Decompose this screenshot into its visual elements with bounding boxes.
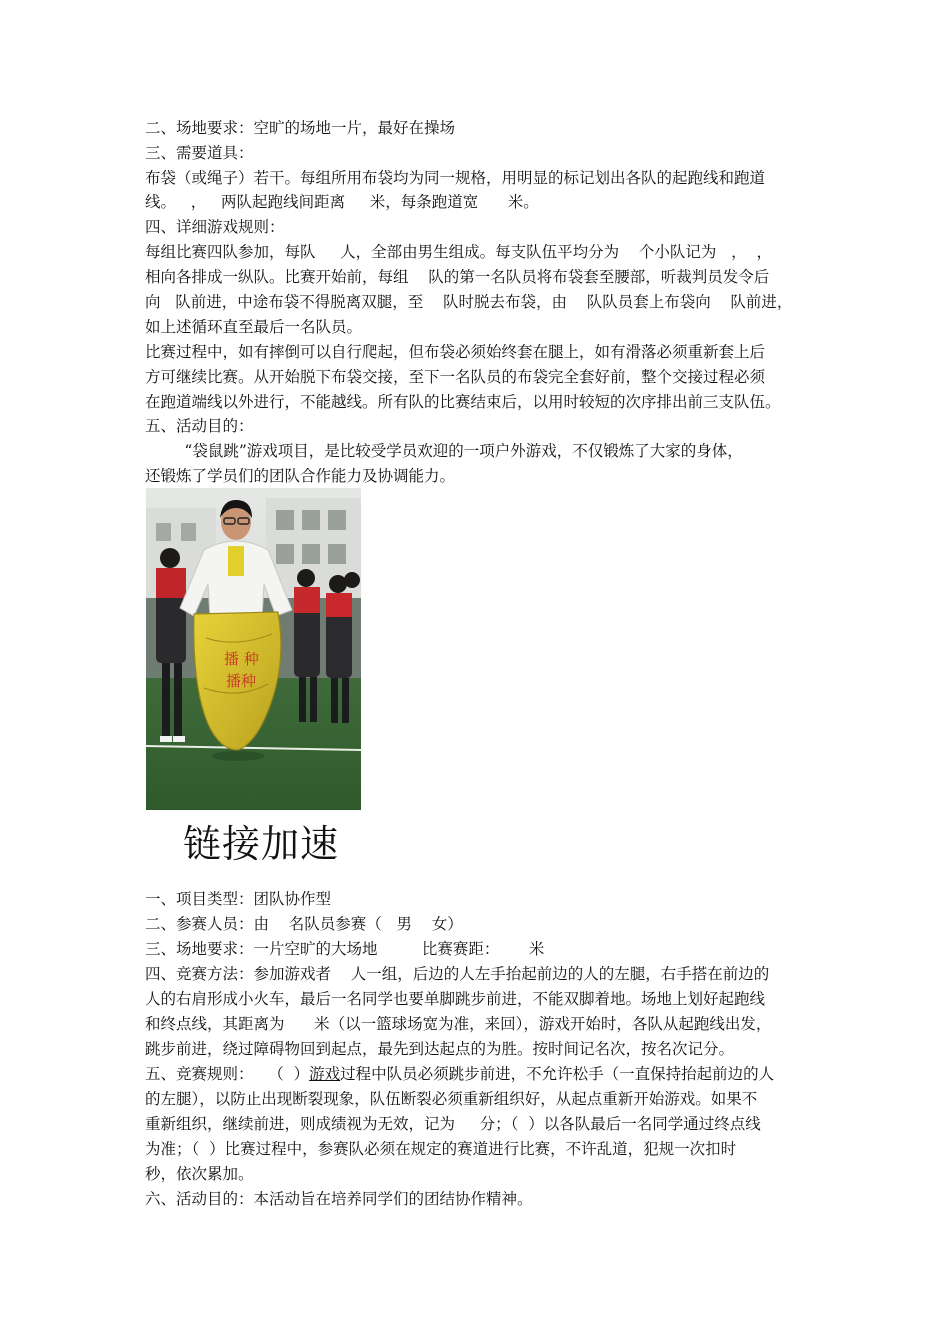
rules-text-3: 向 队前进，中途布袋不得脱离双腿，至 队时脱去布袋，由 队队员套上布袋向 队前进， — [145, 293, 793, 311]
rules-text-4: 如上述循环直至最后一名队员。 — [145, 318, 363, 336]
project-type: 一、项目类型：团队协作型 — [145, 890, 332, 908]
competition-rules-suffix: 过程中队员必须跳步前进，不允许松手（一直保持抬起前边的人 — [340, 1065, 775, 1083]
activity-purpose: 六、活动目的：本活动旨在培养同学们的团结协作精神。 — [145, 1190, 533, 1208]
rules-heading: 四、详细游戏规则： — [145, 218, 285, 236]
method-text-2: 人的右肩形成小火车，最后一名同学也要单脚跳步前进，不能双脚着地。场地上划好起跑线 — [145, 990, 766, 1008]
props-text-1: 布袋（或绳子）若干。每组所用布袋均为同一规格，用明显的标记划出各队的起跑线和跑道 — [145, 169, 766, 187]
competition-rules-prefix: 五、竞赛规则： （ ） — [145, 1065, 310, 1083]
rules-text-2: 相向各排成一纵队。比赛开始前，每组 队的第一名队员将布袋套至腰部，听裁判员发令后 — [145, 268, 770, 286]
sack-race-photo-icon — [146, 488, 361, 810]
competition-rules-1 — [145, 1062, 810, 1087]
competition-rules-2: 的左腿），以防止出现断裂现象，队伍断裂必须重新组织好，从起点重新开始游戏。如果不 — [145, 1090, 758, 1108]
participants: 二、参赛人员：由 名队员参赛（ 男 女） — [145, 915, 463, 933]
competition-rules-4: 为准；（ ）比赛过程中，参赛队必须在规定的赛道进行比赛，不许乱道，犯规一次扣时 — [145, 1140, 737, 1158]
method-text-1: 四、竞赛方法：参加游戏者 人一组，后边的人左手抬起前边的人的左腿，右手搭在前边的 — [145, 965, 770, 983]
sack-race-photo — [146, 488, 361, 810]
props-text-2: 线。 ， 两队起跑线间距离 米，每条跑道宽 米。 — [145, 193, 539, 211]
venue-requirement: 二、场地要求：空旷的场地一片，最好在操场 — [145, 119, 456, 137]
purpose-text-1: “袋鼠跳”游戏项目，是比较受学员欢迎的一项户外游戏，不仅锻炼了大家的身体， — [145, 442, 743, 460]
sack-label-bottom: 播种 — [226, 672, 257, 690]
section-title-link-speedup: 链接加速 — [183, 822, 340, 866]
purpose-heading: 五、活动目的： — [145, 417, 254, 435]
props-heading: 三、需要道具： — [145, 144, 254, 162]
game-link[interactable]: 游戏 — [309, 1065, 341, 1083]
competition-rules-3: 重新组织，继续前进，则成绩视为无效，记为 分；（ ）以各队最后一名同学通过终点线 — [145, 1115, 761, 1133]
rules-text-5: 比赛过程中，如有摔倒可以自行爬起，但布袋必须始终套在腿上，如有滑落必须重新套上后 — [145, 343, 766, 361]
method-text-3: 和终点线，其距离为 米（以一篮球场宽为准，来回），游戏开始时，各队从起跑线出发， — [145, 1015, 772, 1033]
rules-text-7: 在跑道端线以外进行，不能越线。所有队的比赛结束后，以用时较短的次序排出前三支队伍。 — [145, 393, 781, 411]
rules-text-6: 方可继续比赛。从开始脱下布袋交接，至下一名队员的布袋完全套好前，整个交接过程必须 — [145, 368, 766, 386]
rules-text-1: 每组比赛四队参加，每队 人，全部由男生组成。每支队伍平均分为 个小队记为 ， ， — [145, 243, 772, 261]
sack-label-top: 播 种 — [224, 650, 259, 668]
competition-rules-5: 秒，依次累加。 — [145, 1165, 254, 1183]
purpose-text-2: 还锻炼了学员们的团队合作能力及协调能力。 — [145, 467, 456, 485]
method-text-4: 跳步前进，绕过障碍物回到起点，最先到达起点的为胜。按时间记名次，按名次记分。 — [145, 1040, 735, 1058]
venue-and-distance: 三、场地要求：一片空旷的大场地 比赛赛距： 米 — [145, 940, 545, 958]
